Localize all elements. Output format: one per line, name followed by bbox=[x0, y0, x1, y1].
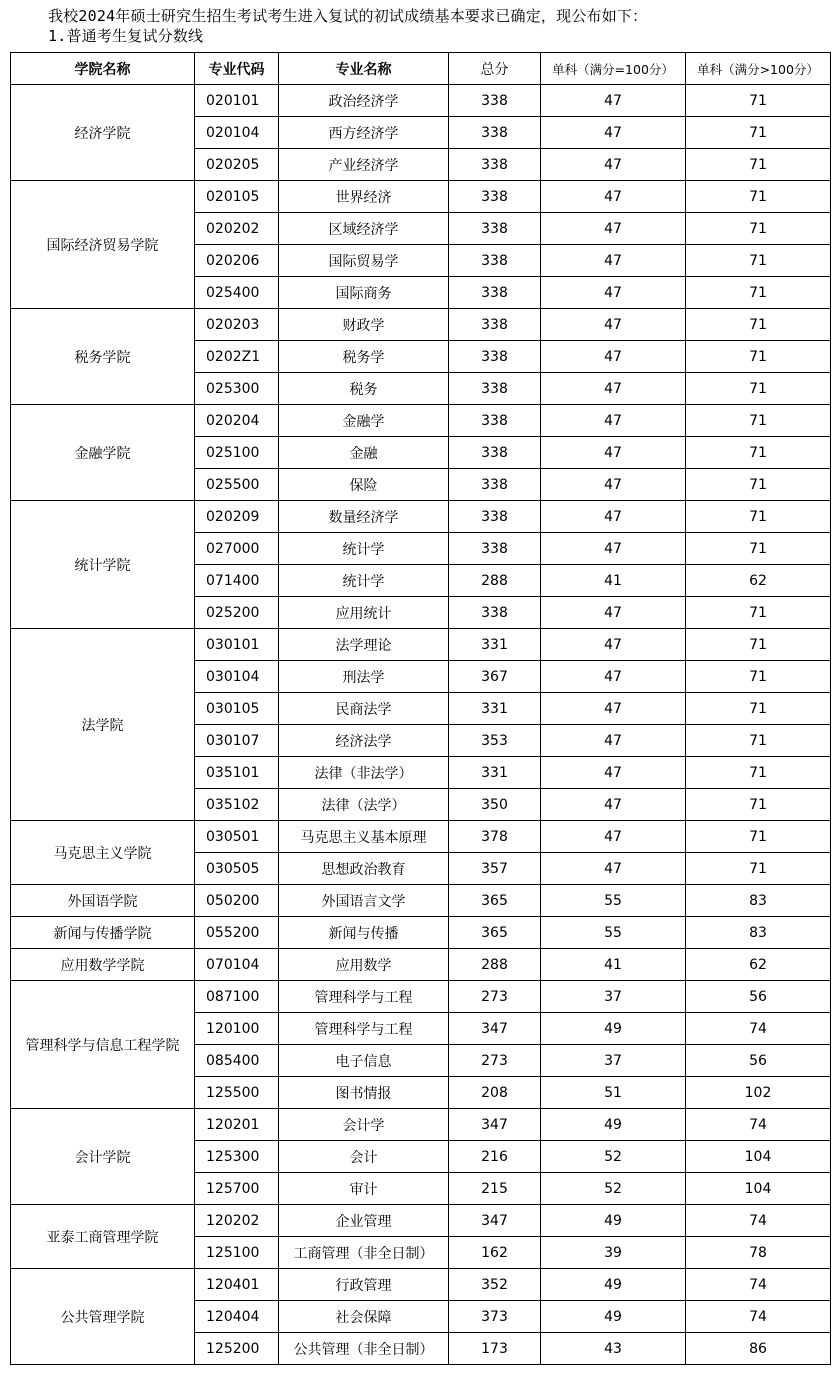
total-score: 373 bbox=[449, 1301, 541, 1333]
major-name: 应用数学 bbox=[279, 949, 449, 981]
major-code: 020203 bbox=[195, 309, 279, 341]
total-score: 347 bbox=[449, 1109, 541, 1141]
header-single-over-100: 单科（满分>100分） bbox=[686, 53, 831, 85]
major-name: 管理科学与工程 bbox=[279, 981, 449, 1013]
major-name: 社会保障 bbox=[279, 1301, 449, 1333]
total-score: 338 bbox=[449, 469, 541, 501]
college-name: 统计学院 bbox=[11, 501, 195, 629]
major-code: 120401 bbox=[195, 1269, 279, 1301]
total-score: 347 bbox=[449, 1013, 541, 1045]
major-name: 金融学 bbox=[279, 405, 449, 437]
total-score: 353 bbox=[449, 725, 541, 757]
total-score: 208 bbox=[449, 1077, 541, 1109]
major-code: 020101 bbox=[195, 85, 279, 117]
major-name: 西方经济学 bbox=[279, 117, 449, 149]
total-score: 338 bbox=[449, 277, 541, 309]
major-code: 030104 bbox=[195, 661, 279, 693]
total-score: 288 bbox=[449, 565, 541, 597]
major-name: 产业经济学 bbox=[279, 149, 449, 181]
total-score: 338 bbox=[449, 85, 541, 117]
major-name: 税务 bbox=[279, 373, 449, 405]
single-score-100: 47 bbox=[541, 597, 686, 629]
college-name: 新闻与传播学院 bbox=[11, 917, 195, 949]
total-score: 338 bbox=[449, 405, 541, 437]
table-row bbox=[11, 309, 831, 341]
intro-line-1: 我校2024年硕士研究生招生考试考生进入复试的初试成绩基本要求已确定，现公布如下： bbox=[48, 7, 648, 25]
major-code: 120100 bbox=[195, 1013, 279, 1045]
total-score: 338 bbox=[449, 373, 541, 405]
total-score: 367 bbox=[449, 661, 541, 693]
major-name: 法律（非法学） bbox=[279, 757, 449, 789]
major-code: 120201 bbox=[195, 1109, 279, 1141]
single-score-100: 49 bbox=[541, 1269, 686, 1301]
total-score: 350 bbox=[449, 789, 541, 821]
single-score-100: 37 bbox=[541, 981, 686, 1013]
table-row bbox=[11, 629, 831, 661]
major-name: 应用统计 bbox=[279, 597, 449, 629]
single-score-over-100: 71 bbox=[686, 533, 831, 565]
single-score-over-100: 71 bbox=[686, 725, 831, 757]
table-row bbox=[11, 885, 831, 917]
major-name: 财政学 bbox=[279, 309, 449, 341]
major-name: 马克思主义基本原理 bbox=[279, 821, 449, 853]
single-score-over-100: 74 bbox=[686, 1013, 831, 1045]
single-score-100: 47 bbox=[541, 309, 686, 341]
single-score-100: 52 bbox=[541, 1173, 686, 1205]
major-name: 数量经济学 bbox=[279, 501, 449, 533]
single-score-100: 39 bbox=[541, 1237, 686, 1269]
header-code: 专业代码 bbox=[195, 53, 279, 85]
major-code: 025100 bbox=[195, 437, 279, 469]
total-score: 347 bbox=[449, 1205, 541, 1237]
college-name: 外国语学院 bbox=[11, 885, 195, 917]
single-score-over-100: 71 bbox=[686, 597, 831, 629]
college-name: 马克思主义学院 bbox=[11, 821, 195, 885]
total-score: 273 bbox=[449, 981, 541, 1013]
single-score-over-100: 71 bbox=[686, 821, 831, 853]
single-score-100: 47 bbox=[541, 725, 686, 757]
single-score-over-100: 71 bbox=[686, 693, 831, 725]
single-score-over-100: 71 bbox=[686, 213, 831, 245]
major-name: 工商管理（非全日制） bbox=[279, 1237, 449, 1269]
total-score: 365 bbox=[449, 917, 541, 949]
total-score: 352 bbox=[449, 1269, 541, 1301]
single-score-over-100: 71 bbox=[686, 629, 831, 661]
college-name: 管理科学与信息工程学院 bbox=[11, 981, 195, 1109]
major-name: 电子信息 bbox=[279, 1045, 449, 1077]
header-major: 专业名称 bbox=[279, 53, 449, 85]
college-name: 应用数学学院 bbox=[11, 949, 195, 981]
table-row bbox=[11, 821, 831, 853]
college-name: 公共管理学院 bbox=[11, 1269, 195, 1365]
total-score: 338 bbox=[449, 117, 541, 149]
header-total: 总分 bbox=[449, 53, 541, 85]
major-code: 027000 bbox=[195, 533, 279, 565]
major-code: 030107 bbox=[195, 725, 279, 757]
single-score-100: 47 bbox=[541, 629, 686, 661]
major-code: 125100 bbox=[195, 1237, 279, 1269]
major-name: 国际贸易学 bbox=[279, 245, 449, 277]
single-score-over-100: 71 bbox=[686, 373, 831, 405]
single-score-over-100: 71 bbox=[686, 181, 831, 213]
college-name: 会计学院 bbox=[11, 1109, 195, 1205]
table-row bbox=[11, 1269, 831, 1301]
major-name: 管理科学与工程 bbox=[279, 1013, 449, 1045]
single-score-100: 47 bbox=[541, 277, 686, 309]
major-code: 071400 bbox=[195, 565, 279, 597]
total-score: 365 bbox=[449, 885, 541, 917]
single-score-over-100: 71 bbox=[686, 117, 831, 149]
single-score-100: 47 bbox=[541, 245, 686, 277]
single-score-100: 47 bbox=[541, 373, 686, 405]
major-code: 025200 bbox=[195, 597, 279, 629]
major-name: 图书情报 bbox=[279, 1077, 449, 1109]
table-body bbox=[11, 85, 831, 1365]
college-name: 国际经济贸易学院 bbox=[11, 181, 195, 309]
single-score-100: 47 bbox=[541, 693, 686, 725]
total-score: 288 bbox=[449, 949, 541, 981]
total-score: 338 bbox=[449, 213, 541, 245]
single-score-over-100: 71 bbox=[686, 757, 831, 789]
intro-text bbox=[48, 6, 647, 46]
table-header-row bbox=[11, 53, 831, 85]
single-score-100: 47 bbox=[541, 85, 686, 117]
header-single-100: 单科（满分=100分） bbox=[541, 53, 686, 85]
total-score: 378 bbox=[449, 821, 541, 853]
major-code: 020206 bbox=[195, 245, 279, 277]
college-name: 金融学院 bbox=[11, 405, 195, 501]
single-score-over-100: 86 bbox=[686, 1333, 831, 1365]
table-row bbox=[11, 85, 831, 117]
college-name: 亚泰工商管理学院 bbox=[11, 1205, 195, 1269]
major-code: 055200 bbox=[195, 917, 279, 949]
single-score-100: 49 bbox=[541, 1301, 686, 1333]
single-score-100: 47 bbox=[541, 213, 686, 245]
single-score-over-100: 104 bbox=[686, 1173, 831, 1205]
major-code: 030105 bbox=[195, 693, 279, 725]
major-code: 087100 bbox=[195, 981, 279, 1013]
single-score-over-100: 56 bbox=[686, 1045, 831, 1077]
single-score-100: 47 bbox=[541, 437, 686, 469]
single-score-over-100: 74 bbox=[686, 1269, 831, 1301]
major-code: 035102 bbox=[195, 789, 279, 821]
single-score-over-100: 74 bbox=[686, 1205, 831, 1237]
table-row bbox=[11, 949, 831, 981]
major-code: 125500 bbox=[195, 1077, 279, 1109]
single-score-100: 47 bbox=[541, 501, 686, 533]
single-score-over-100: 78 bbox=[686, 1237, 831, 1269]
total-score: 338 bbox=[449, 245, 541, 277]
college-name: 法学院 bbox=[11, 629, 195, 821]
major-code: 035101 bbox=[195, 757, 279, 789]
single-score-100: 47 bbox=[541, 469, 686, 501]
major-name: 企业管理 bbox=[279, 1205, 449, 1237]
total-score: 338 bbox=[449, 597, 541, 629]
total-score: 338 bbox=[449, 149, 541, 181]
single-score-over-100: 71 bbox=[686, 85, 831, 117]
major-name: 经济法学 bbox=[279, 725, 449, 757]
total-score: 338 bbox=[449, 533, 541, 565]
single-score-over-100: 102 bbox=[686, 1077, 831, 1109]
college-name: 税务学院 bbox=[11, 309, 195, 405]
single-score-100: 49 bbox=[541, 1013, 686, 1045]
single-score-over-100: 71 bbox=[686, 661, 831, 693]
major-name: 会计学 bbox=[279, 1109, 449, 1141]
major-name: 政治经济学 bbox=[279, 85, 449, 117]
single-score-over-100: 83 bbox=[686, 885, 831, 917]
major-code: 070104 bbox=[195, 949, 279, 981]
major-name: 税务学 bbox=[279, 341, 449, 373]
single-score-over-100: 74 bbox=[686, 1109, 831, 1141]
major-name: 区域经济学 bbox=[279, 213, 449, 245]
major-name: 刑法学 bbox=[279, 661, 449, 693]
total-score: 338 bbox=[449, 501, 541, 533]
major-code: 0202Z1 bbox=[195, 341, 279, 373]
major-name: 统计学 bbox=[279, 533, 449, 565]
total-score: 162 bbox=[449, 1237, 541, 1269]
major-code: 025400 bbox=[195, 277, 279, 309]
total-score: 331 bbox=[449, 757, 541, 789]
total-score: 338 bbox=[449, 181, 541, 213]
single-score-over-100: 71 bbox=[686, 437, 831, 469]
single-score-100: 47 bbox=[541, 821, 686, 853]
major-code: 025300 bbox=[195, 373, 279, 405]
major-name: 民商法学 bbox=[279, 693, 449, 725]
college-name: 经济学院 bbox=[11, 85, 195, 181]
single-score-over-100: 71 bbox=[686, 149, 831, 181]
major-code: 120404 bbox=[195, 1301, 279, 1333]
intro-line-2: 1.普通考生复试分数线 bbox=[48, 27, 204, 45]
table-row bbox=[11, 917, 831, 949]
major-name: 思想政治教育 bbox=[279, 853, 449, 885]
single-score-over-100: 71 bbox=[686, 245, 831, 277]
major-code: 030101 bbox=[195, 629, 279, 661]
major-name: 外国语言文学 bbox=[279, 885, 449, 917]
total-score: 273 bbox=[449, 1045, 541, 1077]
single-score-100: 47 bbox=[541, 757, 686, 789]
table-row bbox=[11, 1205, 831, 1237]
single-score-over-100: 74 bbox=[686, 1301, 831, 1333]
major-name: 行政管理 bbox=[279, 1269, 449, 1301]
single-score-100: 41 bbox=[541, 949, 686, 981]
major-name: 金融 bbox=[279, 437, 449, 469]
single-score-100: 47 bbox=[541, 853, 686, 885]
single-score-over-100: 56 bbox=[686, 981, 831, 1013]
major-name: 法学理论 bbox=[279, 629, 449, 661]
major-name: 新闻与传播 bbox=[279, 917, 449, 949]
total-score: 331 bbox=[449, 629, 541, 661]
score-table bbox=[10, 52, 831, 1365]
single-score-over-100: 71 bbox=[686, 501, 831, 533]
total-score: 338 bbox=[449, 437, 541, 469]
single-score-100: 47 bbox=[541, 533, 686, 565]
table-row bbox=[11, 501, 831, 533]
major-name: 法律（法学） bbox=[279, 789, 449, 821]
single-score-over-100: 104 bbox=[686, 1141, 831, 1173]
total-score: 331 bbox=[449, 693, 541, 725]
single-score-100: 55 bbox=[541, 917, 686, 949]
table-row bbox=[11, 1109, 831, 1141]
table-row bbox=[11, 181, 831, 213]
single-score-100: 52 bbox=[541, 1141, 686, 1173]
total-score: 216 bbox=[449, 1141, 541, 1173]
major-name: 世界经济 bbox=[279, 181, 449, 213]
major-name: 统计学 bbox=[279, 565, 449, 597]
total-score: 338 bbox=[449, 341, 541, 373]
single-score-100: 55 bbox=[541, 885, 686, 917]
single-score-100: 41 bbox=[541, 565, 686, 597]
major-code: 050200 bbox=[195, 885, 279, 917]
total-score: 173 bbox=[449, 1333, 541, 1365]
total-score: 357 bbox=[449, 853, 541, 885]
single-score-100: 43 bbox=[541, 1333, 686, 1365]
major-name: 审计 bbox=[279, 1173, 449, 1205]
single-score-over-100: 71 bbox=[686, 469, 831, 501]
major-name: 保险 bbox=[279, 469, 449, 501]
major-code: 125700 bbox=[195, 1173, 279, 1205]
header-college: 学院名称 bbox=[11, 53, 195, 85]
major-code: 125200 bbox=[195, 1333, 279, 1365]
single-score-100: 47 bbox=[541, 405, 686, 437]
major-code: 020202 bbox=[195, 213, 279, 245]
major-code: 030501 bbox=[195, 821, 279, 853]
single-score-100: 49 bbox=[541, 1109, 686, 1141]
major-code: 085400 bbox=[195, 1045, 279, 1077]
single-score-100: 47 bbox=[541, 149, 686, 181]
single-score-100: 47 bbox=[541, 789, 686, 821]
major-code: 120202 bbox=[195, 1205, 279, 1237]
single-score-100: 49 bbox=[541, 1205, 686, 1237]
single-score-100: 47 bbox=[541, 661, 686, 693]
single-score-100: 51 bbox=[541, 1077, 686, 1109]
single-score-over-100: 62 bbox=[686, 949, 831, 981]
major-code: 020204 bbox=[195, 405, 279, 437]
major-code: 020209 bbox=[195, 501, 279, 533]
single-score-over-100: 71 bbox=[686, 853, 831, 885]
single-score-over-100: 71 bbox=[686, 309, 831, 341]
single-score-100: 47 bbox=[541, 341, 686, 373]
major-name: 国际商务 bbox=[279, 277, 449, 309]
table-row bbox=[11, 981, 831, 1013]
major-name: 公共管理（非全日制） bbox=[279, 1333, 449, 1365]
single-score-over-100: 83 bbox=[686, 917, 831, 949]
total-score: 338 bbox=[449, 309, 541, 341]
major-code: 020205 bbox=[195, 149, 279, 181]
single-score-over-100: 71 bbox=[686, 405, 831, 437]
single-score-100: 47 bbox=[541, 117, 686, 149]
single-score-100: 47 bbox=[541, 181, 686, 213]
table-row bbox=[11, 405, 831, 437]
single-score-over-100: 62 bbox=[686, 565, 831, 597]
major-code: 025500 bbox=[195, 469, 279, 501]
single-score-100: 37 bbox=[541, 1045, 686, 1077]
major-code: 125300 bbox=[195, 1141, 279, 1173]
single-score-over-100: 71 bbox=[686, 277, 831, 309]
major-code: 020105 bbox=[195, 181, 279, 213]
major-code: 020104 bbox=[195, 117, 279, 149]
major-name: 会计 bbox=[279, 1141, 449, 1173]
major-code: 030505 bbox=[195, 853, 279, 885]
total-score: 215 bbox=[449, 1173, 541, 1205]
single-score-over-100: 71 bbox=[686, 341, 831, 373]
single-score-over-100: 71 bbox=[686, 789, 831, 821]
